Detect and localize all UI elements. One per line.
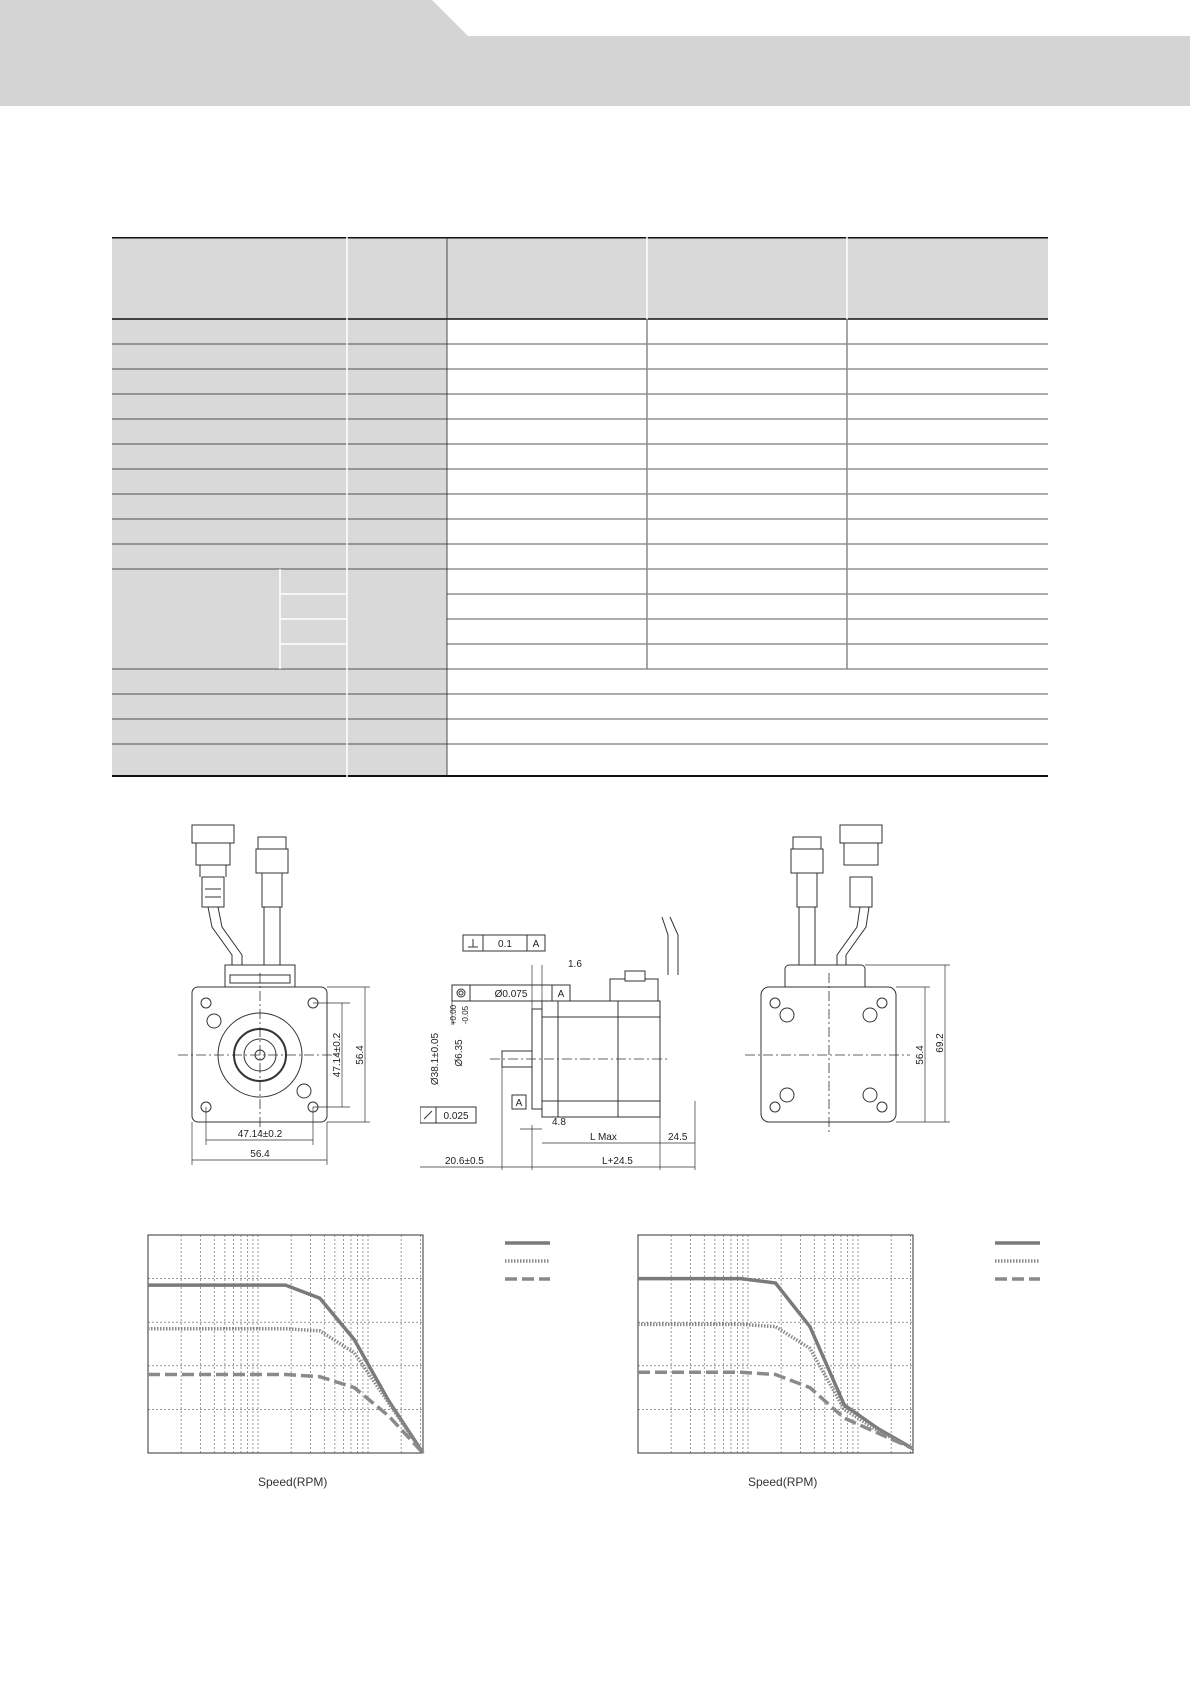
chart-plot-area: [638, 1235, 913, 1453]
tolerance-runout-value: 0.025: [443, 1111, 469, 1122]
dim-pilot-diameter: Ø38.1±0.05: [430, 1032, 441, 1086]
dim-4-8: 4.8: [552, 1117, 566, 1128]
header-band: [0, 0, 1190, 106]
tolerance-perp-datum: A: [532, 939, 540, 950]
dim-20-6: 20.6±0.5: [445, 1156, 484, 1167]
motor-side-view: [420, 905, 720, 1180]
dim-69-2-back: 69.2: [935, 1033, 946, 1053]
tolerance-conc-value: Ø0.075: [494, 989, 528, 1000]
chart-plot-area: [148, 1235, 423, 1453]
dim-47-14-horizontal: 47.14±0.2: [237, 1129, 283, 1140]
torque-chart-right: [630, 1225, 1060, 1495]
motor-front-view: [160, 815, 390, 1170]
motor-flange: [192, 987, 327, 1122]
datum-a-label: A: [515, 1098, 523, 1109]
dim-56-4-vertical: 56.4: [355, 1045, 366, 1065]
dim-shaft-diameter: Ø6.35: [454, 1039, 465, 1067]
header-band-shape: [0, 0, 1190, 106]
dim-24-5: 24.5: [668, 1132, 688, 1143]
table-label-column: [112, 319, 447, 777]
connector-large: [192, 825, 234, 843]
dim-1-6: 1.6: [568, 959, 582, 970]
spec-table: [112, 237, 1048, 777]
motor-back-view: [745, 815, 970, 1170]
dim-shaft-tol-upper: +0.00: [449, 1004, 458, 1026]
chart-left-xlabel: Speed(RPM): [258, 1475, 328, 1489]
tolerance-perp-value: 0.1: [498, 939, 512, 950]
torque-chart-left: [140, 1225, 570, 1495]
motor-back-flange: [761, 987, 896, 1122]
dim-56-4-back: 56.4: [915, 1045, 926, 1065]
chart-right-xlabel: Speed(RPM): [748, 1475, 818, 1489]
dim-56-4-horizontal: 56.4: [250, 1149, 270, 1160]
connector-large-back: [840, 825, 882, 843]
connector-small: [258, 837, 286, 849]
dim-shaft-tol-lower: -0.05: [461, 1005, 470, 1025]
table-header-row: [112, 237, 1048, 319]
tolerance-conc-datum: A: [557, 989, 565, 1000]
dim-47-14-vertical: 47.14±0.2: [332, 1032, 343, 1078]
dim-l-max: L Max: [590, 1132, 617, 1143]
dim-l-plus-24-5: L+24.5: [602, 1156, 633, 1167]
connector-small-back: [793, 837, 821, 849]
